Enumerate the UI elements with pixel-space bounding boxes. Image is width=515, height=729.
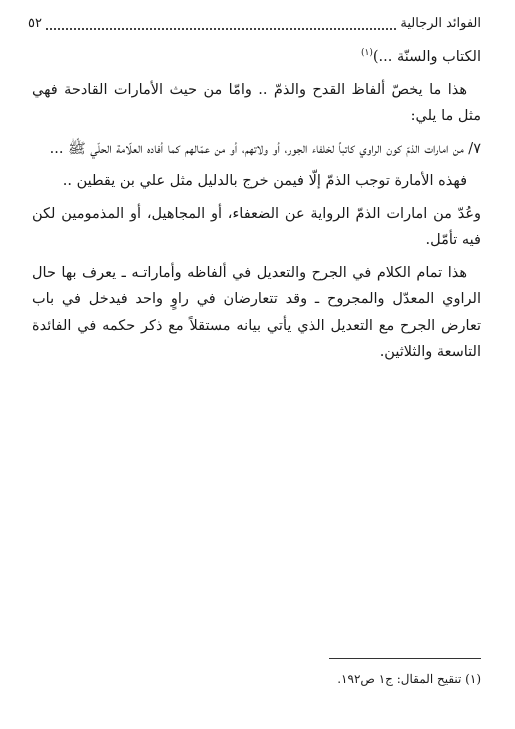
footnote: (١) تنقيح المقال: ج١ ص١٩٢.	[337, 672, 481, 686]
body-text	[32, 44, 481, 366]
paragraph-2: هذا ما يخصّ ألفاظ القدح والذمّ .. وامّا من حيث الأمارات القادحة فهي مثل ما يلي:	[32, 81, 481, 124]
paragraph-4: فهذه الأمارة توجب الذمّ إلّا فيمن خرج بالدليل مثل علي بن يقطين ..	[62, 173, 467, 189]
paragraph-5: وعُدّ من امارات الذمّ الرواية عن الضعفاء، أو المجاهيل، أو المذمومين لكن فيه تأمّل.	[32, 205, 481, 248]
paragraph-6: هذا تمام الكلام في الجرح والتعديل في ألفاظه وأماراتـه ـ يعرف بها حال الراوي المعدّل والمجروح ـ وقد تتعارضان في راوٍ واحد فيدخل في باب تعارض الجرح مع التعديل الذي يأتي بيانه مستقلاً مع ذكر حكمه في الفائدة التاسعة والثلاثين.	[32, 264, 481, 360]
paragraph-1-text: الكتاب والسنّة ...)	[372, 49, 481, 65]
footnote-rule	[329, 658, 481, 659]
page-number: ٥٢	[28, 16, 42, 31]
paragraph-3: ٧/ من امارات الذمّ كون الراوي كاتباً لخلفاء الجور، أو ولاتهم، أو من عمّالهم كما أفاده العلّامة الحلّي ﷺ ...	[49, 140, 481, 157]
running-title: الفوائد الرجالية	[400, 16, 481, 31]
paragraph-1	[32, 44, 481, 71]
running-header	[28, 14, 481, 34]
leader-dots	[46, 27, 396, 30]
footnote-ref: (١)	[360, 48, 373, 59]
